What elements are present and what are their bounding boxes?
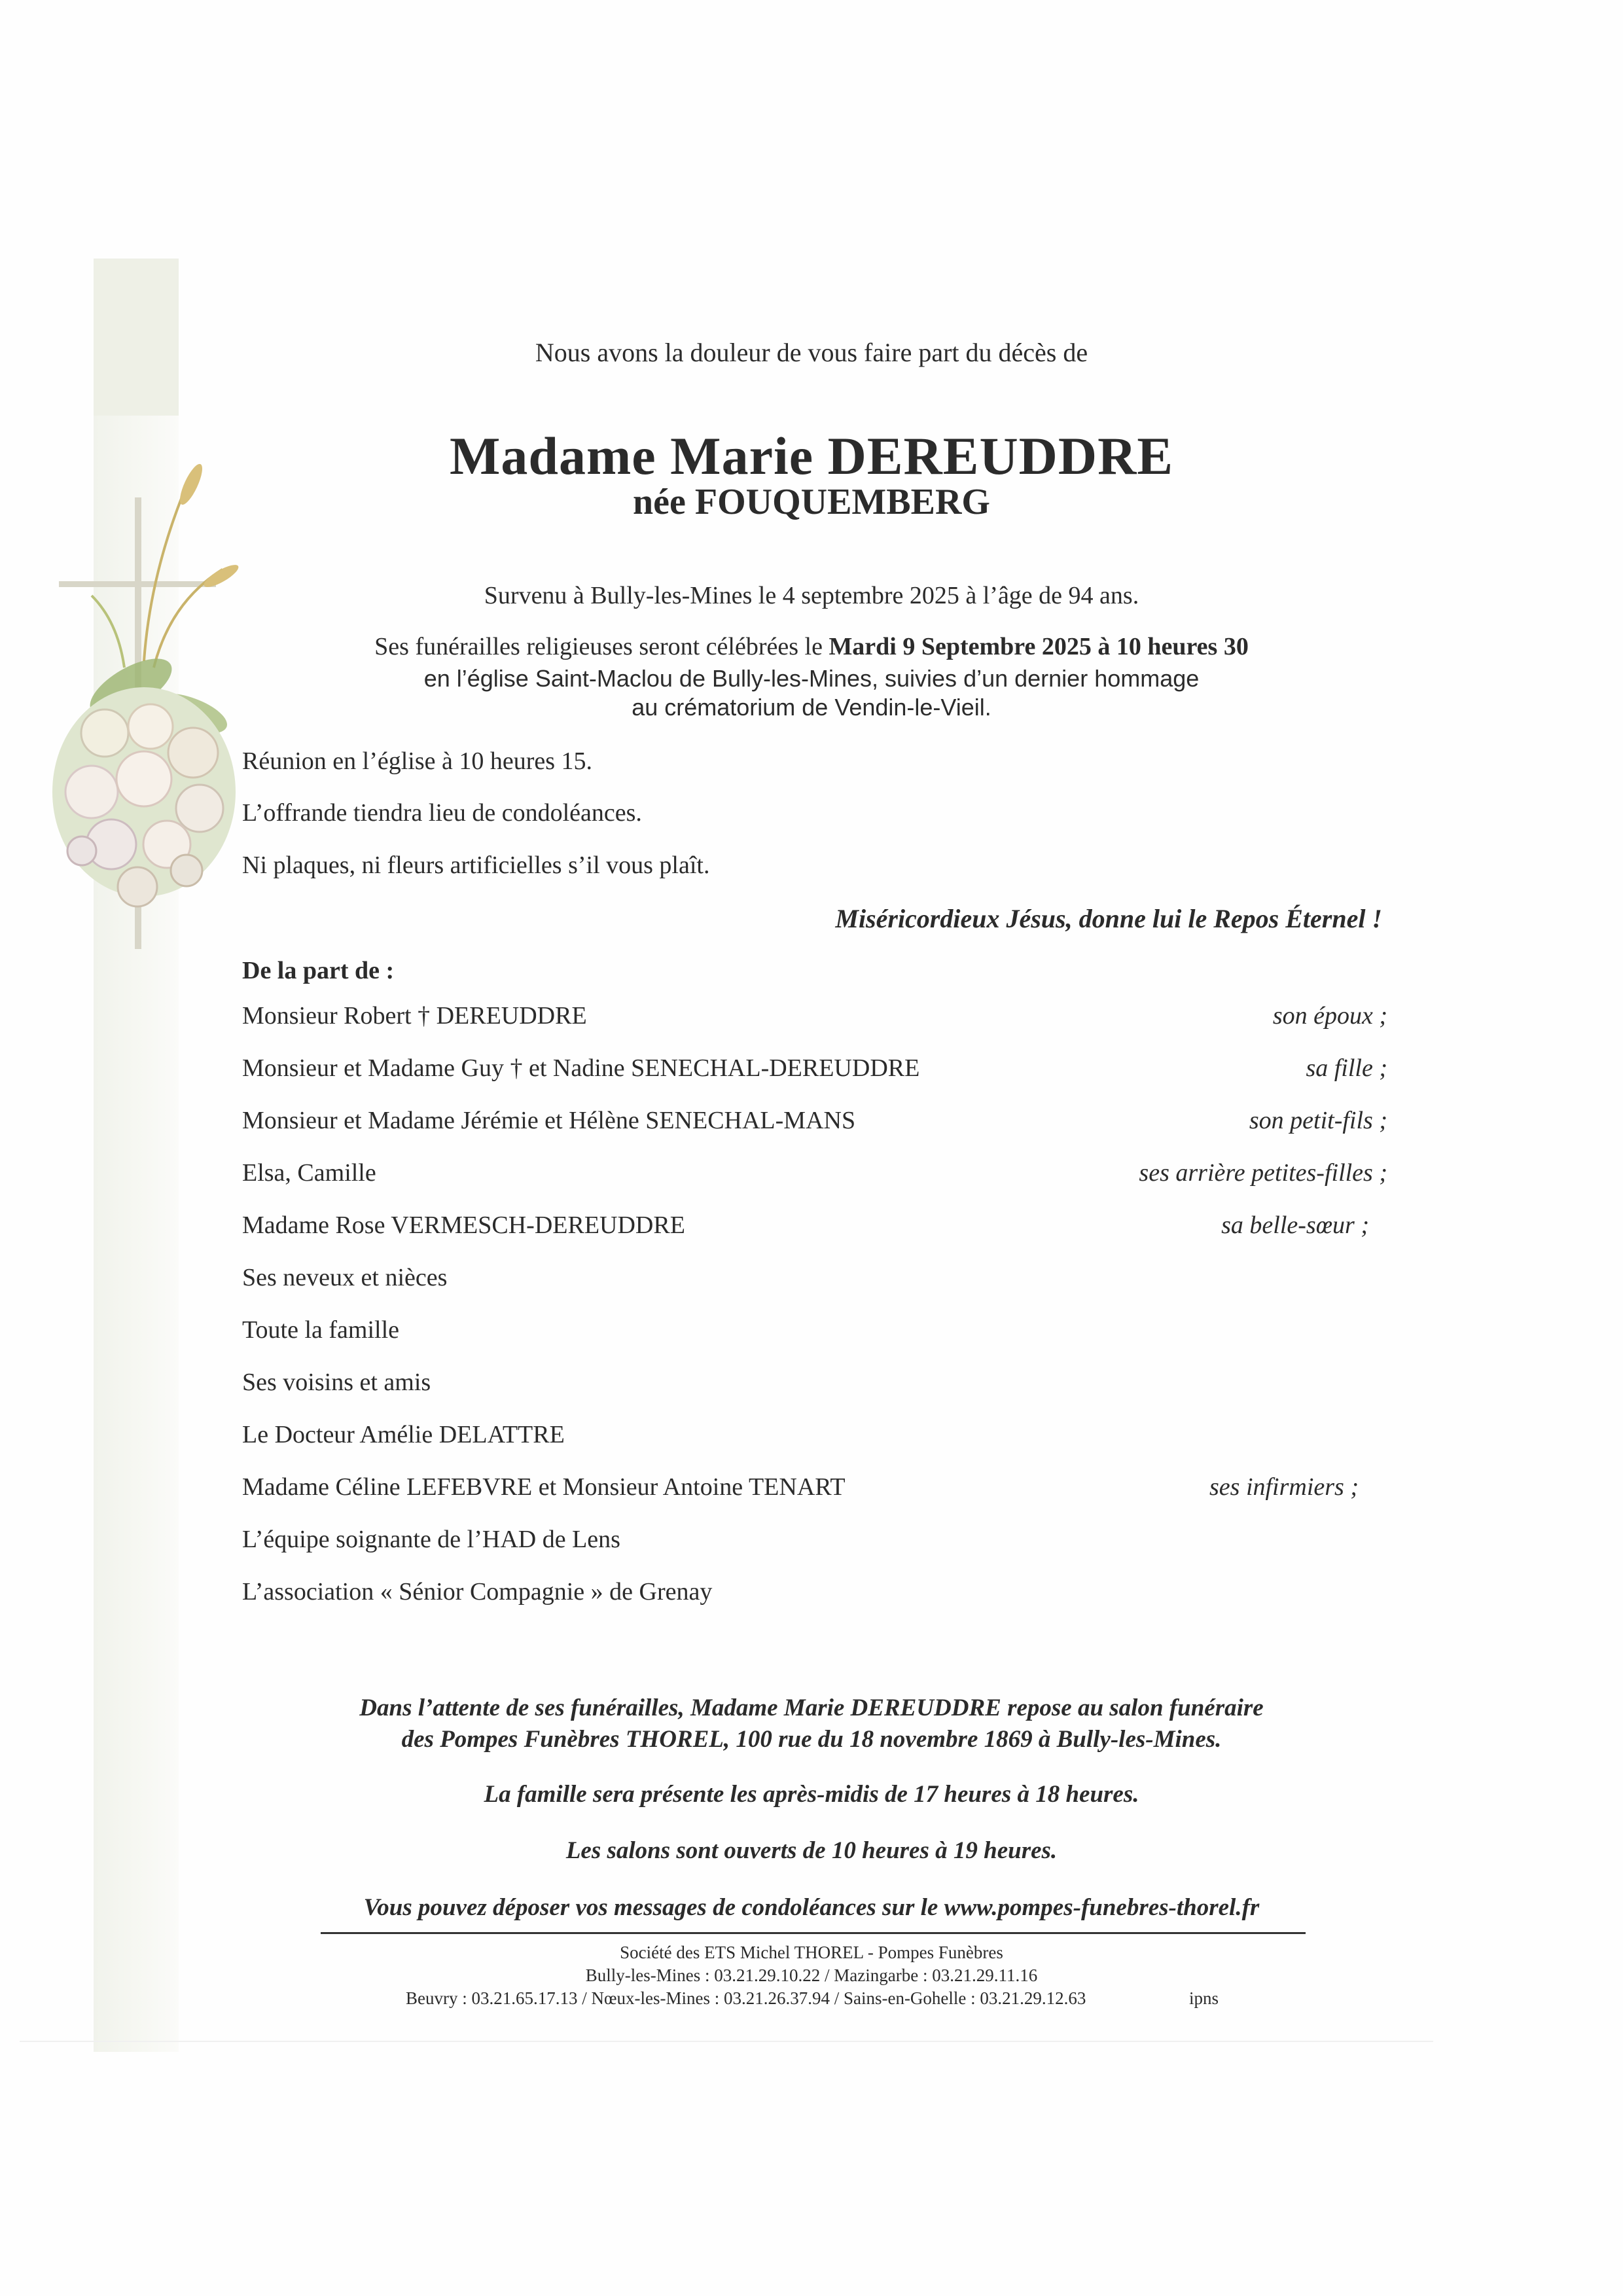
family-member-relation: sa fille ;: [1306, 1054, 1387, 1082]
family-member-name: Ses voisins et amis: [242, 1369, 431, 1396]
maiden-name: née FOUQUEMBERG: [633, 482, 990, 522]
family-row: [242, 1420, 1387, 1473]
scan-edge-line: [20, 2041, 1433, 2042]
condolences-text: Vous pouvez déposer vos messages de condoléances sur le www.pompes-funebres-thorel.fr: [363, 1894, 1260, 1921]
family-heading: De la part de :: [242, 957, 395, 984]
family-row: [242, 1577, 1387, 1630]
footer-phones-2: Beuvry : 03.21.65.17.13 / Nœux-les-Mines : 03.21.26.37.94 / Sains-en-Gohelle : 03.21.29.12.63: [406, 1988, 1086, 2008]
death-statement: Survenu à Bully-les-Mines le 4 septembre 2025 à l’âge de 94 ans.: [484, 582, 1139, 609]
offering-text: L’offrande tiendra lieu de condoléances.: [242, 799, 642, 827]
family-row: [242, 1001, 1387, 1054]
deceased-name: Madame Marie DEREUDDRE: [449, 426, 1174, 486]
family-member-relation: ses arrière petites-filles ;: [1139, 1159, 1387, 1187]
intro-text: Nous avons la douleur de vous faire part du décès de: [535, 338, 1088, 367]
family-member-name: Monsieur et Madame Jérémie et Hélène SENECHAL-MANS: [242, 1107, 856, 1134]
funeral-line-1: [0, 632, 1623, 661]
family-member-name: Le Docteur Amélie DELATTRE: [242, 1421, 565, 1448]
opening-hours-text: Les salons sont ouverts de 10 heures à 19 heures.: [565, 1837, 1058, 1864]
info-line-2: des Pompes Funèbres THOREL, 100 rue du 18 novembre 1869 à Bully-les-Mines.: [401, 1726, 1222, 1753]
family-row: [242, 1316, 1387, 1368]
family-member-name: Ses neveux et nièces: [242, 1264, 448, 1291]
reunion-text: Réunion en l’église à 10 heures 15.: [242, 747, 593, 775]
family-member-relation: sa belle-sœur ;: [1221, 1211, 1369, 1239]
family-row: [242, 1106, 1387, 1158]
footer-company: Société des ETS Michel THOREL - Pompes Funèbres: [620, 1943, 1003, 1962]
footer-mark: ipns: [1189, 1988, 1219, 2008]
family-member-name: Toute la famille: [242, 1316, 400, 1344]
funeral-date: Mardi 9 Septembre 2025 à 10 heures 30: [829, 633, 1249, 660]
family-member-name: L’association « Sénior Compagnie » de Grenay: [242, 1578, 713, 1605]
funeral-line-2: en l’église Saint-Maclou de Bully-les-Mines, suivies d’un dernier hommage: [423, 665, 1200, 692]
family-presence-text: La famille sera présente les après-midis de 17 heures à 18 heures.: [484, 1781, 1139, 1808]
family-list: [242, 1001, 1387, 1630]
family-row: [242, 1158, 1387, 1211]
family-member-relation: ses infirmiers ;: [1209, 1473, 1359, 1501]
funeral-prefix: Ses funérailles religieuses seront célébrées le: [374, 633, 829, 660]
no-flowers-text: Ni plaques, ni fleurs artificielles s’il vous plaît.: [242, 852, 710, 879]
family-row: [242, 1525, 1387, 1577]
info-line-1: Dans l’attente de ses funérailles, Madame Marie DEREUDDRE repose au salon funéraire: [359, 1695, 1264, 1721]
family-member-name: Monsieur Robert † DEREUDDRE: [242, 1002, 587, 1030]
family-member-name: L’équipe soignante de l’HAD de Lens: [242, 1526, 620, 1553]
funeral-line-3: au crématorium de Vendin-le-Vieil.: [632, 694, 991, 721]
family-member-name: Elsa, Camille: [242, 1159, 376, 1187]
family-member-relation: son époux ;: [1272, 1002, 1387, 1030]
footer-divider: [321, 1932, 1306, 1934]
footer-phones-1: Bully-les-Mines : 03.21.29.10.22 / Mazingarbe : 03.21.29.11.16: [585, 1965, 1038, 1985]
family-row: [242, 1211, 1387, 1263]
family-member-name: Monsieur et Madame Guy † et Nadine SENECHAL-DEREUDDRE: [242, 1054, 920, 1082]
family-member-name: Madame Céline LEFEBVRE et Monsieur Antoine TENART: [242, 1473, 846, 1501]
family-member-name: Madame Rose VERMESCH-DEREUDDRE: [242, 1211, 685, 1239]
family-row: [242, 1054, 1387, 1106]
family-member-relation: son petit-fils ;: [1249, 1107, 1387, 1134]
family-row: [242, 1473, 1387, 1525]
family-row: [242, 1368, 1387, 1420]
family-row: [242, 1263, 1387, 1316]
prayer-text: Miséricordieux Jésus, donne lui le Repos Éternel !: [835, 904, 1382, 933]
